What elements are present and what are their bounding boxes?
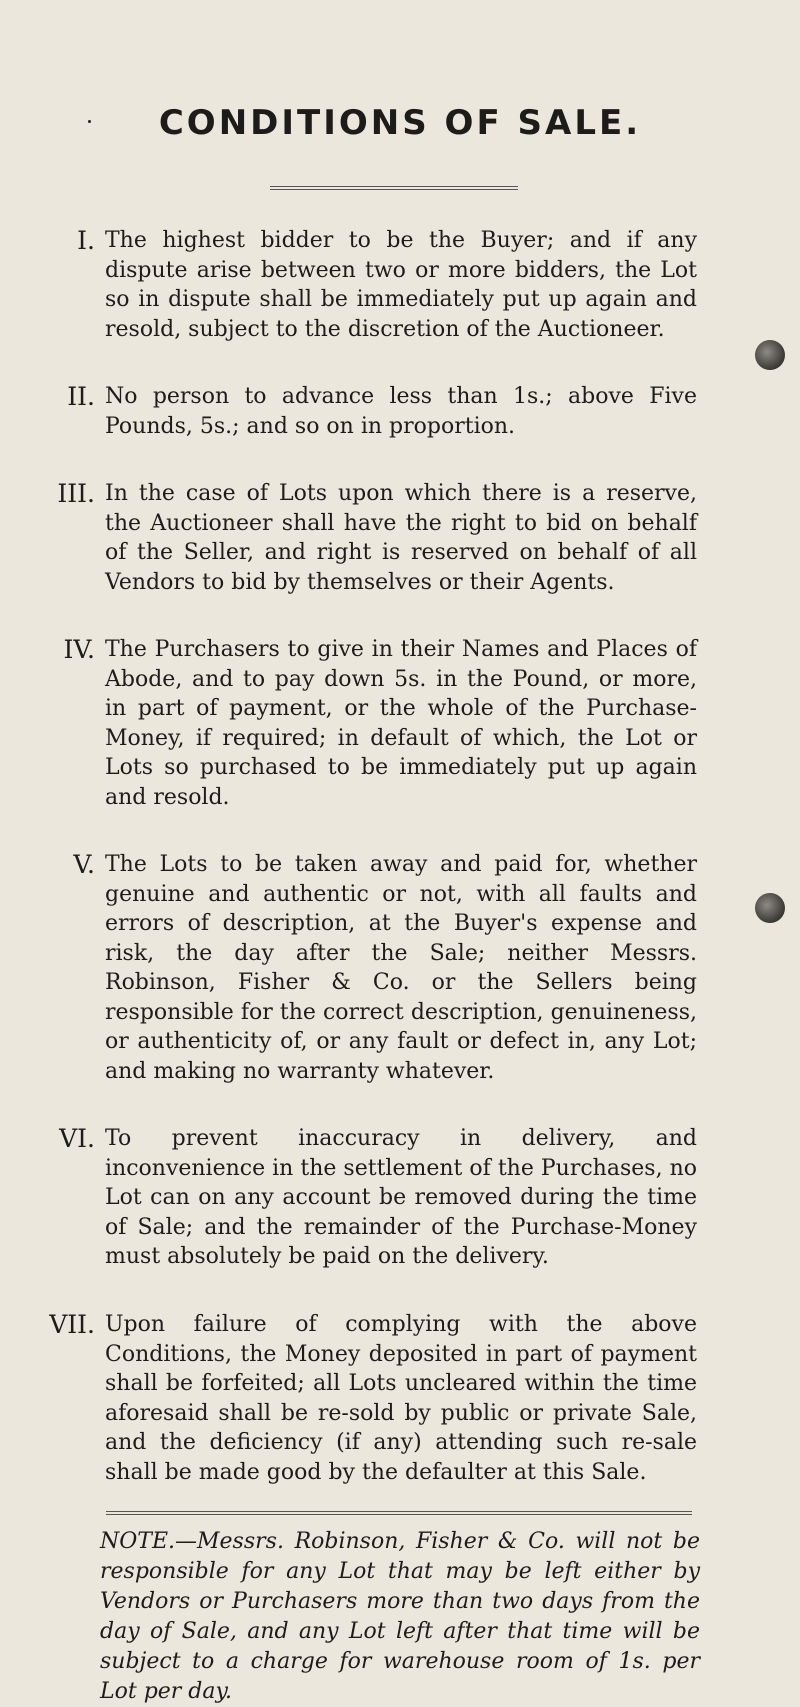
- condition-number: VII.: [49, 1310, 95, 1339]
- condition-text: No person to advance less than 1s.; above Five Pounds, 5s.; and so on in proportion.: [105, 384, 697, 439]
- condition-text: The Lots to be taken away and paid for, whether genuine and authentic or not, with all faults and errors of description, at the Buyer's expense and risk, the day after the Sale; neither Messrs. Robinson, Fisher & Co. or the Sellers being responsible for the correct description, genuineness, or authenticity of, or any fault or defect in, any Lot; and making no warranty whatever.: [105, 852, 697, 1084]
- condition-text: The highest bidder to be the Buyer; and if any dispute arise between two or more bidders, the Lot so in dispute shall be immediately put up again and resold, subject to the discretion of the Auctioneer.: [105, 228, 697, 342]
- note-text: NOTE.—Messrs. Robinson, Fisher & Co. will not be responsible for any Lot that may be left either by Vendors or Purchasers more than two days from the day of Sale, and any Lot left after that time will be subject to a charge for warehouse room of 1s. per Lot per day.: [100, 1529, 700, 1704]
- condition-text: To prevent inaccuracy in delivery, and inconvenience in the settlement of the Purchases, no Lot can on any account be removed during the time of Sale; and the remainder of the Purchase-Money must absolutely be paid on the delivery.: [105, 1126, 697, 1269]
- condition-text: Upon failure of complying with the above Conditions, the Money deposited in part of payment shall be forfeited; all Lots uncleared within the time aforesaid shall be re-sold by public or private Sale, and the deficiency (if any) attending such re-sale shall be made good by the defaulter at this Sale.: [105, 1312, 697, 1485]
- condition-number: III.: [57, 479, 95, 508]
- binding-hole-icon: [755, 893, 785, 923]
- title-rule: [270, 186, 518, 190]
- condition-number: II.: [67, 382, 95, 411]
- condition-number: VI.: [59, 1124, 95, 1153]
- condition-number: I.: [77, 226, 95, 255]
- condition-text: The Purchasers to give in their Names and Places of Abode, and to pay down 5s. in the Pound, or more, in part of payment, or the whole of the Purchase-Money, if required; in default of which, the Lot or Lots so purchased to be immediately put up again and resold.: [105, 637, 697, 810]
- condition-number: V.: [73, 850, 95, 879]
- condition-text: In the case of Lots upon which there is a reserve, the Auctioneer shall have the right to bid on behalf of the Seller, and right is reserved on behalf of all Vendors to bid by themselves or their Agents.: [105, 481, 697, 595]
- note-rule: [106, 1511, 692, 1515]
- condition-number: IV.: [63, 635, 95, 664]
- page-title: CONDITIONS OF SALE.: [158, 103, 642, 143]
- binding-hole-icon: [755, 340, 785, 370]
